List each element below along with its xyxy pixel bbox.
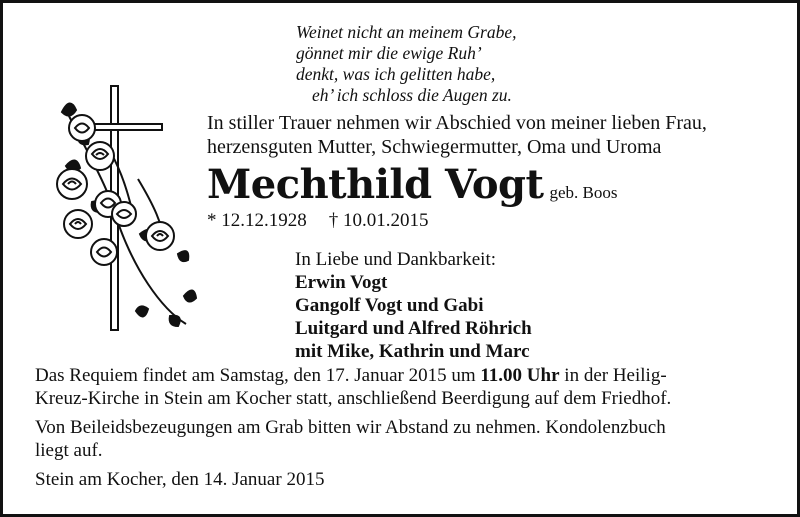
mourner-name: Luitgard und Alfred Röhrich [295,318,532,339]
requiem-line-2: Kreuz-Kirche in Stein am Kocher statt, anschließend Beerdigung auf dem Friedhof. [35,388,672,409]
requiem-line-1 [35,364,775,387]
poem-line: gönnet mir die ewige Ruh’ [296,43,482,63]
requiem-time: 11.00 Uhr [480,365,560,386]
requiem-text: Das Requiem findet am Samstag, den 17. Januar 2015 um [35,365,481,386]
intro-line: herzensguten Mutter, Schwiegermutter, Oma und Uroma [207,136,662,158]
mourners [295,248,532,363]
condolence-line: Von Beileidsbezeugungen am Grab bitten wir Abstand zu nehmen. Kondolenzbuch [35,417,666,438]
place-date: Stein am Kocher, den 14. Januar 2015 [35,469,325,490]
intro-text [207,111,787,159]
poem [296,22,596,106]
intro-line: In stiller Trauer nehmen wir Abschied von meiner lieben Frau, [207,112,707,134]
mourner-name: mit Mike, Kathrin und Marc [295,341,530,362]
funeral-details [35,364,775,491]
life-dates [207,210,429,232]
condolence-line: liegt auf. [35,440,103,461]
deceased-name: Mechthild Vogt [207,161,544,208]
mourners-intro: In Liebe und Dankbarkeit: [295,249,497,270]
deceased-name-line [207,160,618,210]
poem-line: eh’ ich schloss die Augen zu. [312,85,512,105]
mourner-name: Erwin Vogt [295,272,388,293]
cross-with-roses-icon [48,84,198,334]
poem-line: denkt, was ich gelitten habe, [296,64,496,84]
birth-name: geb. Boos [549,183,618,202]
birth-date: * 12.12.1928 [207,210,307,231]
death-date: † 10.01.2015 [328,210,429,231]
requiem-text-end: in der Heilig- [559,365,667,386]
poem-line: Weinet nicht an meinem Grabe, [296,22,517,42]
mourner-name: Gangolf Vogt und Gabi [295,295,484,316]
